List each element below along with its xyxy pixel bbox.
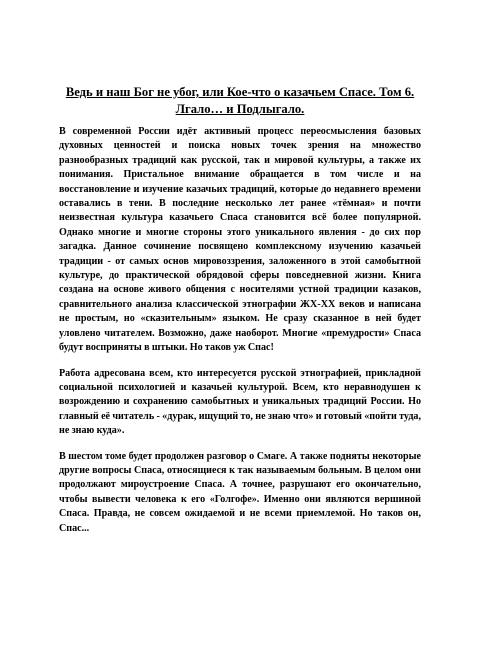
paragraph-audience: Работа адресована всем, кто интересуется русской этнографией, прикладной социальной психологией и казачьей культурой. Всем, кто неравнодушен к возрождению и сохранению самобытных и уникальных традиций России. Но главный её читатель - «дурак, ищущий то, не знаю что» и готовый «пойти туда, не знаю куда».: [59, 367, 421, 437]
paragraph-intro: В современной России идёт активный процесс переосмысления базовых духовных ценностей и поиска новых точек зрения на множество разнообразных традиций как русской, так и мировой культуры, а также их понимания. Пристальное внимание обращается в том числе и на восстановление и изучение казачьих традиций, которые до недавнего времени оставались в тени. В последние несколько лет ранее «тёмная» и почти неизвестная культура казачьего Спаса становится всё более популярной. Однако многие и многие стороны этого уникального явления - до сих пор загадка. Данное сочинение посвящено комплексному изучению казачьей традиции - от самых основ мировоззрения, заложенного в этой самобытной культуре, до практической обрядовой сферы повседневной жизни. Книга создана на основе живого общения с носителями устной традиции казаков, сравнительного анализа классической этнографии ЖХ-ХХ веков и написана не простым, но «сказительным» языком. Не сразу сказанное в ней будет уловлено читателем. Возможно, даже наоборот. Многие «премудрости» Спаса будут восприняты в штыки. Но таков уж Спас!: [59, 126, 421, 354]
paragraph-volume-six: В шестом томе будет продолжен разговор о Смаге. А также подняты некоторые другие вопросы Спаса, относящиеся к так называемым больным. В целом они продолжают мироустроение Спаса. А точнее, разрушают его окончательно, чтобы вывести человека к его «Голгофе». Именно они являются вершиной Спаса. Правда, не совсем ожидаемой и не всеми приемлемой. Но таков он, Спас...: [59, 450, 421, 534]
document-title: Ведь и наш Бог не убог, или Кое-что о казачьем Спасе. Том 6. Лгало… и Подлыгало.: [65, 85, 415, 116]
document-body: [59, 125, 421, 547]
